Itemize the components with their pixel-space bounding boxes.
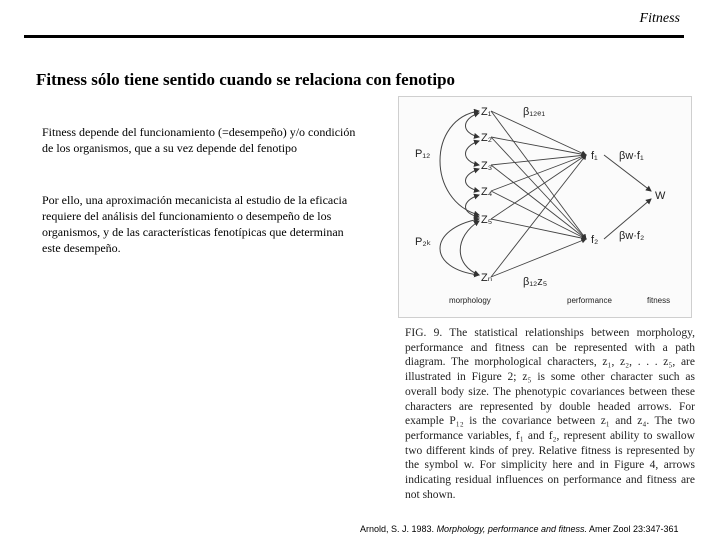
covariance-arc-z1-z2 — [466, 113, 480, 137]
covariance-arc-z3-z4 — [466, 169, 480, 191]
citation — [360, 524, 716, 534]
node-zn: Zₙ — [481, 272, 493, 284]
node-z1: Z₁ — [481, 106, 492, 118]
path-arrows-f-to-w — [604, 155, 651, 239]
covariance-arc-z2-z3 — [466, 141, 480, 165]
node-f1: f₁ — [591, 150, 598, 162]
figure-caption: FIG. 9. The statistical relationships between morphology, performance and fitness can be represented with a path diagram. The morphological characters, z₁, z₂, . . . z₅, are illustrated in Figure 2; z₅ is some other character such as overall body size. The phenotypic covariances between these characters are represented by double headed arrows. For example P₁₂ is the covariance between z₁ and z₄. The two performance variables, f₁ and f₂, represent ability to swallow two different kinds of prey. Relative fitness is represented by the symbol w. For simplicity here and in Figure 4, arrows indicating residual influences on performance and fitness are not shown. — [405, 327, 695, 501]
header-title: Fitness — [639, 11, 680, 26]
covariance-arc-z5-zn — [460, 221, 479, 275]
paragraph-mechanistic-approach: Por ello, una aproximación mecanicista al estudio de la eficacia requiere del análisis del funcionamiento o desempeño de los organismos, y de las características fenotípicas que determinan este desempeño. — [42, 193, 348, 255]
node-f2: f₂ — [591, 234, 599, 246]
citation-authors: Arnold, S. J. 1983. — [360, 524, 435, 534]
covariance-arc-z4-z5 — [466, 195, 480, 217]
path-diagram — [399, 97, 691, 317]
node-z3: Z₃ — [481, 160, 493, 172]
citation-journal: Amer Zool 23:347-361 — [589, 524, 679, 534]
covariance-arc-p2k — [440, 219, 479, 275]
node-z4: Z₄ — [481, 186, 493, 198]
node-z5: Z₅ — [481, 214, 493, 226]
covariance-arcs — [440, 111, 479, 275]
label-beta-wf1: βw·f₁ — [619, 150, 644, 162]
section-label-morphology: morphology — [449, 296, 491, 305]
label-beta-z1: β₁₂ₑ₁ — [523, 106, 546, 118]
paragraph-fitness-performance: Fitness depende del funcionamiento (=desempeño) y/o condición de los organismos, que a su vez depende del fenotipo — [42, 125, 356, 155]
node-w: W — [655, 190, 666, 202]
slide-title: Fitness sólo tiene sentido cuando se relaciona con fenotipo — [36, 70, 456, 89]
section-label-fitness: fitness — [647, 296, 671, 305]
label-p2k: P₂ₖ — [415, 236, 432, 248]
path-arrows-z-to-f — [491, 111, 586, 277]
path-diagram-figure — [398, 96, 692, 318]
section-label-performance: performance — [567, 296, 612, 305]
citation-title: Morphology, performance and fitness. — [436, 524, 587, 534]
label-beta-wf2: βw·f₂ — [619, 230, 645, 242]
node-z2: Z₂ — [481, 132, 492, 144]
label-p12: P₁₂ — [415, 148, 431, 160]
label-beta-zk: β₁₂z₅ — [523, 276, 548, 288]
header-divider — [24, 35, 684, 38]
